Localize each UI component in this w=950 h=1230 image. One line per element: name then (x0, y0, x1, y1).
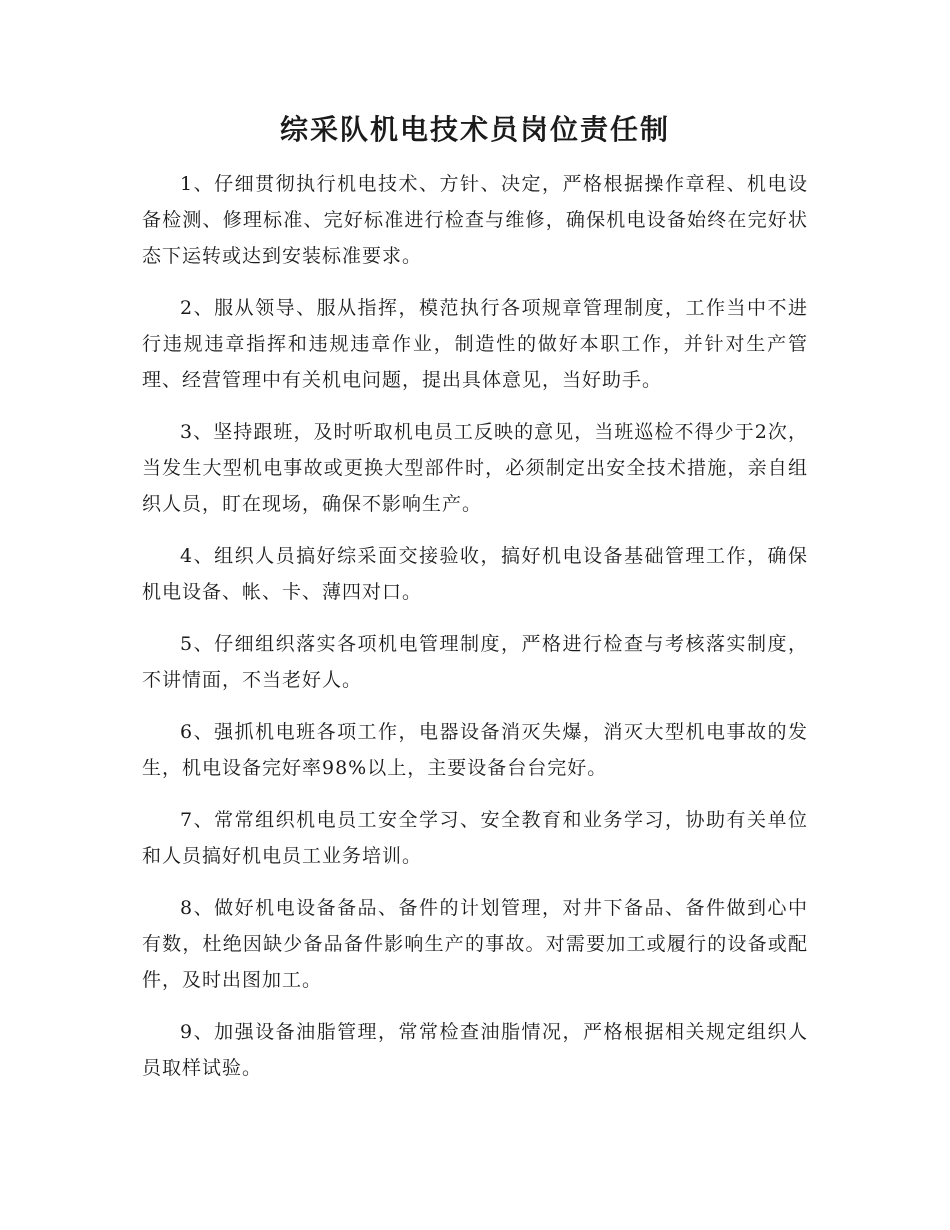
paragraph-2: 2、服从领导、服从指挥，模范执行各项规章管理制度，工作当中不进行违规违章指挥和违规违章作业，制造性的做好本职工作，并针对生产管理、经营管理中有关机电问题，提出具体意见，当好助手。 (142, 297, 808, 391)
paragraph-9: 9、加强设备油脂管理，常常检查油脂情况，严格根据相关规定组织人员取样试验。 (142, 1021, 808, 1079)
paragraph-6: 6、强抓机电班各项工作，电器设备消灭失爆，消灭大型机电事故的发生，机电设备完好率98%以上，主要设备台台完好。 (142, 721, 808, 779)
paragraph-7: 7、常常组织机电员工安全学习、安全教育和业务学习，协助有关单位和人员搞好机电员工业务培训。 (142, 809, 808, 867)
paragraph-5: 5、仔细组织落实各项机电管理制度，严格进行检查与考核落实制度，不讲情面，不当老好人。 (142, 633, 808, 691)
paragraph-8: 8、做好机电设备备品、备件的计划管理，对井下备品、备件做到心中有数，杜绝因缺少备品备件影响生产的事故。对需要加工或履行的设备或配件，及时出图加工。 (142, 897, 808, 991)
paragraph-4: 4、组织人员搞好综采面交接验收，搞好机电设备基础管理工作，确保机电设备、帐、卡、薄四对口。 (142, 545, 808, 603)
page-title: 综采队机电技术员岗位责任制 (279, 113, 670, 146)
paragraph-1: 1、仔细贯彻执行机电技术、方针、决定，严格根据操作章程、机电设备检测、修理标准、完好标准进行检查与维修，确保机电设备始终在完好状态下运转或达到安装标准要求。 (142, 173, 808, 267)
document-body (142, 166, 808, 1102)
paragraph-3: 3、坚持跟班，及时听取机电员工反映的意见，当班巡检不得少于2次，当发生大型机电事故或更换大型部件时，必须制定出安全技术措施，亲自组织人员，盯在现场，确保不影响生产。 (142, 421, 808, 515)
